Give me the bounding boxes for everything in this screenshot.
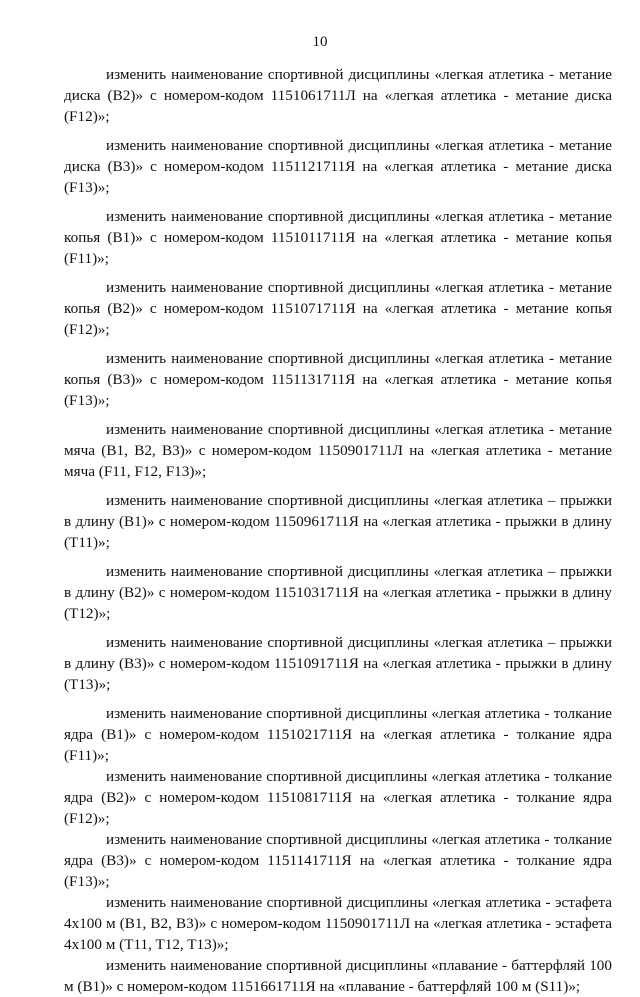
page-number: 10 (312, 34, 328, 50)
paragraph: изменить наименование спортивной дисциплины «легкая атлетика - толкание ядра (B1)» с номером-кодом 1151021711Я на «легкая атлетика - толкание ядра (F11)»; (64, 705, 612, 764)
paragraph: изменить наименование спортивной дисциплины «легкая атлетика - метание копья (B1)» с номером-кодом 1151011711Я на «легкая атлетика - метание копья (F11)»; (64, 208, 612, 267)
paragraph: изменить наименование спортивной дисциплины «легкая атлетика - метание мяча (B1, B2, B3)» с номером-кодом 1150901711Л на «легкая атлетика - метание мяча (F11, F12, F13)»; (64, 421, 612, 480)
document-body (64, 64, 612, 997)
paragraph: изменить наименование спортивной дисциплины «легкая атлетика - метание копья (B2)» с номером-кодом 1151071711Я на «легкая атлетика - метание копья (F12)»; (64, 279, 612, 338)
paragraph: изменить наименование спортивной дисциплины «плавание - баттерфляй 100 м (B1)» с номером-кодом 1151661711Я на «плавание - баттерфляй 100 м (S11)»; (64, 957, 612, 995)
paragraph: изменить наименование спортивной дисциплины «легкая атлетика - метание копья (B3)» с номером-кодом 1151131711Я на «легкая атлетика - метание копья (F13)»; (64, 350, 612, 409)
paragraph: изменить наименование спортивной дисциплины «легкая атлетика – прыжки в длину (B1)» с номером-кодом 1150961711Я на «легкая атлетика - прыжки в длину (T11)»; (64, 492, 612, 551)
paragraph: изменить наименование спортивной дисциплины «легкая атлетика - метание диска (B2)» с номером-кодом 1151061711Л на «легкая атлетика - метание диска (F12)»; (64, 66, 612, 125)
paragraph: изменить наименование спортивной дисциплины «легкая атлетика – прыжки в длину (B2)» с номером-кодом 1151031711Я на «легкая атлетика - прыжки в длину (T12)»; (64, 563, 612, 622)
paragraph: изменить наименование спортивной дисциплины «легкая атлетика - эстафета 4x100 м (B1, B2, B3)» с номером-кодом 1150901711Л на «легкая атлетика - эстафета 4x100 м (T11, T12, T13)»; (64, 894, 612, 953)
paragraph: изменить наименование спортивной дисциплины «легкая атлетика - толкание ядра (B3)» с номером-кодом 1151141711Я на «легкая атлетика - толкание ядра (F13)»; (64, 831, 612, 890)
paragraph: изменить наименование спортивной дисциплины «легкая атлетика - метание диска (B3)» с номером-кодом 1151121711Я на «легкая атлетика - метание диска (F13)»; (64, 137, 612, 196)
paragraph: изменить наименование спортивной дисциплины «легкая атлетика – прыжки в длину (B3)» с номером-кодом 1151091711Я на «легкая атлетика - прыжки в длину (T13)»; (64, 634, 612, 693)
paragraph: изменить наименование спортивной дисциплины «легкая атлетика - толкание ядра (B2)» с номером-кодом 1151081711Я на «легкая атлетика - толкание ядра (F12)»; (64, 768, 612, 827)
